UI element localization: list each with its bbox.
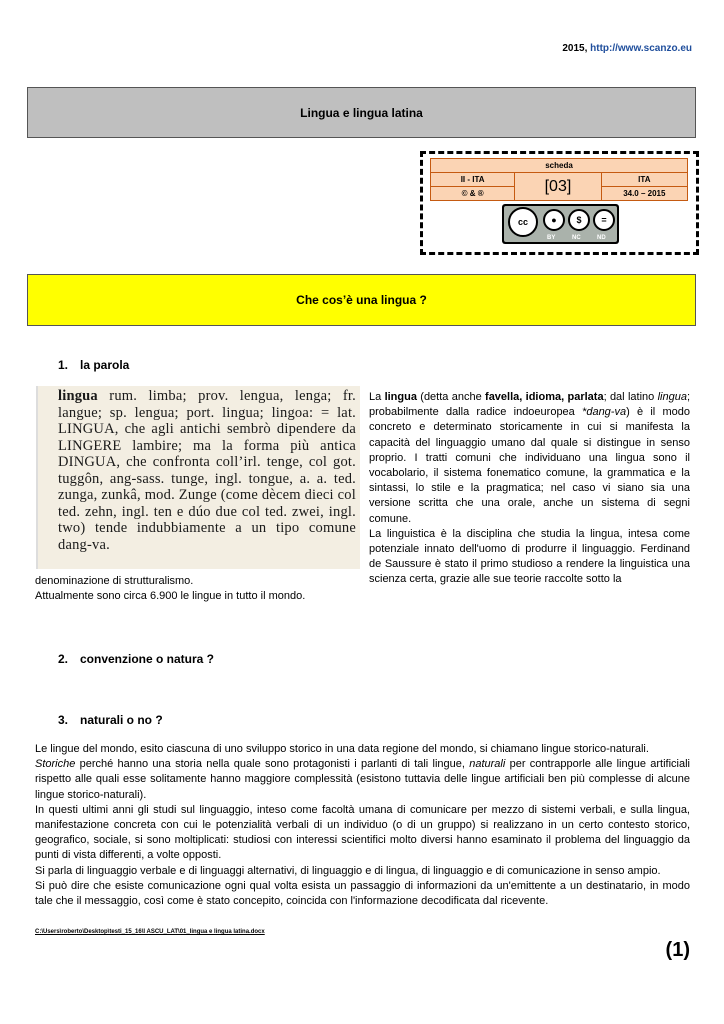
page-number: (1) (665, 939, 690, 961)
section-title: la parola (80, 358, 130, 372)
scheda-code: [03] (515, 173, 601, 201)
section-1-heading (58, 358, 129, 372)
section-3-heading (58, 713, 163, 727)
scheda-label: scheda (431, 159, 688, 173)
text-run: ; probabilmente dalla radice indoeuropea (369, 391, 690, 419)
dictionary-scan-image (36, 386, 360, 569)
text-run: *dang-va (582, 406, 627, 419)
nc-dollar-icon: $ (568, 209, 590, 231)
section-number: 1. (58, 358, 69, 372)
creative-commons-badge (502, 204, 619, 244)
text-run: per contrapporle alle lingue artificiali rispetto alle quali esse solitamente hanno maggiore complessità (esistono tuttavia delle lingue artificiali ben più complesse di alcune lingue storico-naturali). (35, 758, 690, 801)
dict-entry-text: rum. limba; prov. lengua, lenga; fr. langue; sp. lengua; port. lingua; lingoa: = lat. LINGUA, che agli antichi sembrò dipendere da LINGERE lambire; ma la forma più antica DINGUA, che confronta coll’irl. tenge, col got. tuggôn, ang-sass. tunge, ingl. tongue, a. a. ted. zunga, zunkâ, mod. Zunge (come dècem dieci col ted. zehn, ingl. ten e dúo due col ted. zwei, ingl. two) tende indubbiamente a un tipo comune dang-va. (58, 388, 356, 553)
text-run: naturali (469, 758, 506, 771)
section-3-body (35, 742, 690, 909)
license-nc: NC (572, 235, 581, 241)
scheda-table (430, 158, 688, 201)
paragraph: Si parla di linguaggio verbale e di linguaggi alternativi, di linguaggio e di lingua, di linguaggio e di comunicazione in senso ampio. (35, 864, 661, 877)
paragraph: Si può dire che esiste comunicazione ogni qual volta esista un passaggio di informazioni da un'emittente a un destinatario, in modo tale che il messaggio, così come è stato concepito, coincida con l'informazione decodificata dal ricevente. (35, 879, 690, 908)
scheda-right-top: ITA (601, 173, 687, 187)
section-2-heading (58, 652, 214, 666)
text-run: lingua (384, 391, 417, 403)
lingua-definition-paragraph (369, 390, 690, 588)
header-year: 2015, (562, 43, 591, 54)
header-reference (562, 43, 692, 54)
license-by: BY (547, 235, 556, 241)
license-nd: ND (597, 235, 606, 241)
text-run: lingua (657, 391, 687, 403)
linguistics-paragraph: La linguistica è la disciplina che studia la lingua, intesa come potenziale innato dell'uomo di produrre il linguaggio. Ferdinand de Saussure è stato il primo studioso a rendere la linguistica una scienza certa, grazie alle sue teorie raccolte sotto la (369, 527, 690, 586)
paragraph: Le lingue del mondo, esito ciascuna di uno sviluppo storico in una data regione del mondo, si chiamano lingue storico-naturali. (35, 743, 649, 755)
question-heading: Che cos’è una lingua ? (27, 274, 696, 326)
cc-icon: cc (508, 207, 538, 237)
file-path-footer: C:\Users\roberto\Desktop\testi_15_16\I ASCU_LAT\01_lingua e lingua latina.docx (35, 929, 265, 935)
paragraph (35, 757, 690, 803)
section-title: naturali o no ? (80, 713, 163, 727)
section-number: 2. (58, 652, 69, 666)
text-run: Storiche (35, 758, 76, 771)
scheda-left-top: II - ITA (431, 173, 515, 187)
text-run: ; dal latino (603, 391, 658, 403)
paragraph: In questi ultimi anni gli studi sul linguaggio, inteso come facoltà umana di comunicare per mezzo di sistemi verbali, e sulla lingua, manifestazione concreta con cui le potenzialità verbali di un individuo (o di un gruppo) si realizzano in un certo contesto storico, geografico, sociale, si sono moltiplicati: studiosi con interessi scientifici molto diversi hanno esaminato il problema del linguaggio da punti di vista differenti, a volte opposti. (35, 803, 690, 862)
dict-headword: lingua (58, 388, 98, 404)
section-number: 3. (58, 713, 69, 727)
text-run: La (369, 391, 385, 403)
document-title: Lingua e lingua latina (27, 87, 696, 138)
structuralism-line: denominazione di strutturalismo. (35, 575, 194, 587)
header-url-link[interactable]: http://www.scanzo.eu (590, 43, 692, 54)
text-run: ) è il modo concreto e determinato storicamente in cui si manifesta la capacità del linguaggio umano dal quale si distingue in senso proprio. I tratti comuni che individuano una lingua sono il vocabolario, il sistema fonematico comune, la grammatica e la sintassi, lo stile e la pragmatica; nel caso vi siano sia una versione scritta che una orale, anche un sistema di segni comune. (369, 406, 690, 525)
nd-equals-icon: = (593, 209, 615, 231)
paragraph-continuation (35, 574, 690, 604)
scheda-right-bottom: 34.0 – 2015 (601, 187, 687, 201)
text-run: perché hanno una storia nella quale sono protagonisti i parlanti di tali lingue, (75, 758, 470, 771)
scheda-left-bottom: © & ® (431, 187, 515, 201)
text-run: (detta anche (416, 391, 486, 403)
section-title: convenzione o natura ? (80, 652, 215, 666)
by-person-icon: ● (543, 209, 565, 231)
languages-count-line: Attualmente sono circa 6.900 le lingue in tutto il mondo. (35, 590, 306, 603)
text-run: favella, idioma, parlata (485, 391, 604, 403)
